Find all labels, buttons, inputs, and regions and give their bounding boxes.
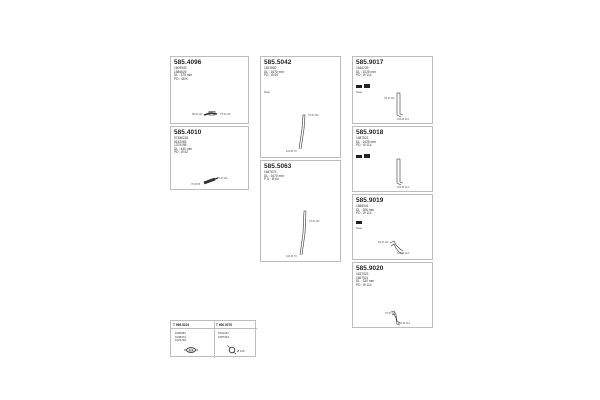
length-spec: DL : 440 mm xyxy=(174,146,193,151)
diameter-spec: PD : Ø 64 xyxy=(264,73,278,78)
length-spec: DL : 330 mm xyxy=(356,279,375,284)
pipe-drawing xyxy=(261,161,342,263)
reference-line: 1847673 xyxy=(264,170,277,174)
part-number: 585.9017 xyxy=(356,59,384,66)
diameter-spec: P D : Ø 64 xyxy=(264,177,279,182)
diameter-spec: PD : Ø 114 xyxy=(356,282,372,287)
length-spec: DL : 1670 mm xyxy=(264,173,284,178)
diameter-spec: PD : Ø 114 xyxy=(356,211,372,216)
part-number: 585.4010 xyxy=(174,129,202,136)
dimension-label: 100 Ø 76 xyxy=(286,255,297,258)
dimension-label: 100 Ø 114 xyxy=(397,118,409,121)
dimension-label: 75 Ø 114 xyxy=(309,220,320,223)
panel-header: T 999.5224 xyxy=(171,321,214,329)
reference-line: 1687521 xyxy=(356,136,369,140)
length-spec: DL : 1025 mm xyxy=(356,139,376,144)
clamp-reference-panel xyxy=(170,320,256,357)
pipe-drawing xyxy=(171,127,250,191)
length-spec: DL : 1025 mm xyxy=(356,69,376,74)
reference-line: 1586041 xyxy=(356,204,369,208)
dimension-label: 100 Ø 114 xyxy=(397,186,409,189)
dimension-label: 60 Ø 114 xyxy=(378,241,389,244)
part-card-585-9020 xyxy=(352,262,433,328)
pipe-drawing xyxy=(353,127,434,193)
reference-line: 1667521 xyxy=(356,275,369,280)
dimension-label: 75 Ø 114 xyxy=(308,114,319,117)
part-card-585-5063 xyxy=(260,160,341,262)
reference-line: 1637523 xyxy=(356,272,369,276)
length-spec: DL : 306 mm xyxy=(356,207,375,212)
pipe-drawing xyxy=(353,195,434,261)
note-label: Note xyxy=(264,90,270,94)
pipe-drawing xyxy=(353,263,434,329)
part-card-585-4010 xyxy=(170,126,249,190)
part-number: 585.5063 xyxy=(264,163,292,170)
dimension-label: 75 Ø 114 xyxy=(220,113,231,116)
diameter-spec: PD : Ø 114 xyxy=(356,73,372,78)
part-card-585-4096 xyxy=(170,56,249,124)
diameter-spec: PD : Ø 114 xyxy=(356,143,372,148)
reference-line: 1609549 xyxy=(174,66,187,70)
part-card-585-9017 xyxy=(352,56,433,124)
dimension-label: 100 Ø 76 xyxy=(286,150,297,153)
dimension-label: Ø 115 xyxy=(237,349,245,353)
dimension-label: 100 Ø 114 xyxy=(397,252,409,255)
reference-line: 1622748 xyxy=(175,338,186,342)
dimension-label: 100 Ø 114 xyxy=(398,322,410,325)
reference-line: 1823960 xyxy=(264,66,277,70)
reference-line: 1586625 xyxy=(174,69,187,74)
diameter-spec: PD : 48 K xyxy=(174,76,188,81)
part-number: 585.5042 xyxy=(264,59,292,66)
reference-line: 1587344 xyxy=(218,334,229,339)
diameter-spec: PD : Ø 52 xyxy=(174,150,188,155)
pipe-drawing xyxy=(261,57,342,159)
pipe-drawing xyxy=(171,57,250,125)
dimension-label: 76 Ø 65 xyxy=(191,183,201,186)
part-number: 585.9020 xyxy=(356,265,384,272)
dimension-label: 82 Ø 112 xyxy=(192,113,203,116)
reference-line: 1379198 xyxy=(174,143,187,148)
dimension-label: 75 Ø 114 xyxy=(217,177,228,180)
length-spec: DL : 575 mm xyxy=(174,73,193,78)
reference-line: 97486218 xyxy=(174,136,189,140)
part-card-585-9019 xyxy=(352,194,433,260)
reference-line: 8152065 xyxy=(174,139,187,144)
length-spec: DL : 1670 mm xyxy=(264,69,284,74)
pipe-drawing xyxy=(353,57,434,125)
note-label: Note xyxy=(356,90,362,94)
reference-line: 1684981 xyxy=(175,331,186,335)
dimension-label: 75 Ø 114 xyxy=(384,97,395,100)
reference-line: 1638472 xyxy=(175,334,186,339)
reference-line: 1646239 xyxy=(356,66,369,70)
part-number: 585.4096 xyxy=(174,59,202,66)
part-number: 585.9018 xyxy=(356,129,384,136)
part-number: 585.9019 xyxy=(356,197,384,204)
note-label: Note xyxy=(356,226,362,230)
part-card-585-5042 xyxy=(260,56,341,158)
part-card-585-9018 xyxy=(352,126,433,192)
reference-line: 1591247 xyxy=(218,331,229,335)
dimension-label: 75 Ø 114 xyxy=(385,312,396,315)
panel-header: T 600.9270 xyxy=(214,321,257,329)
